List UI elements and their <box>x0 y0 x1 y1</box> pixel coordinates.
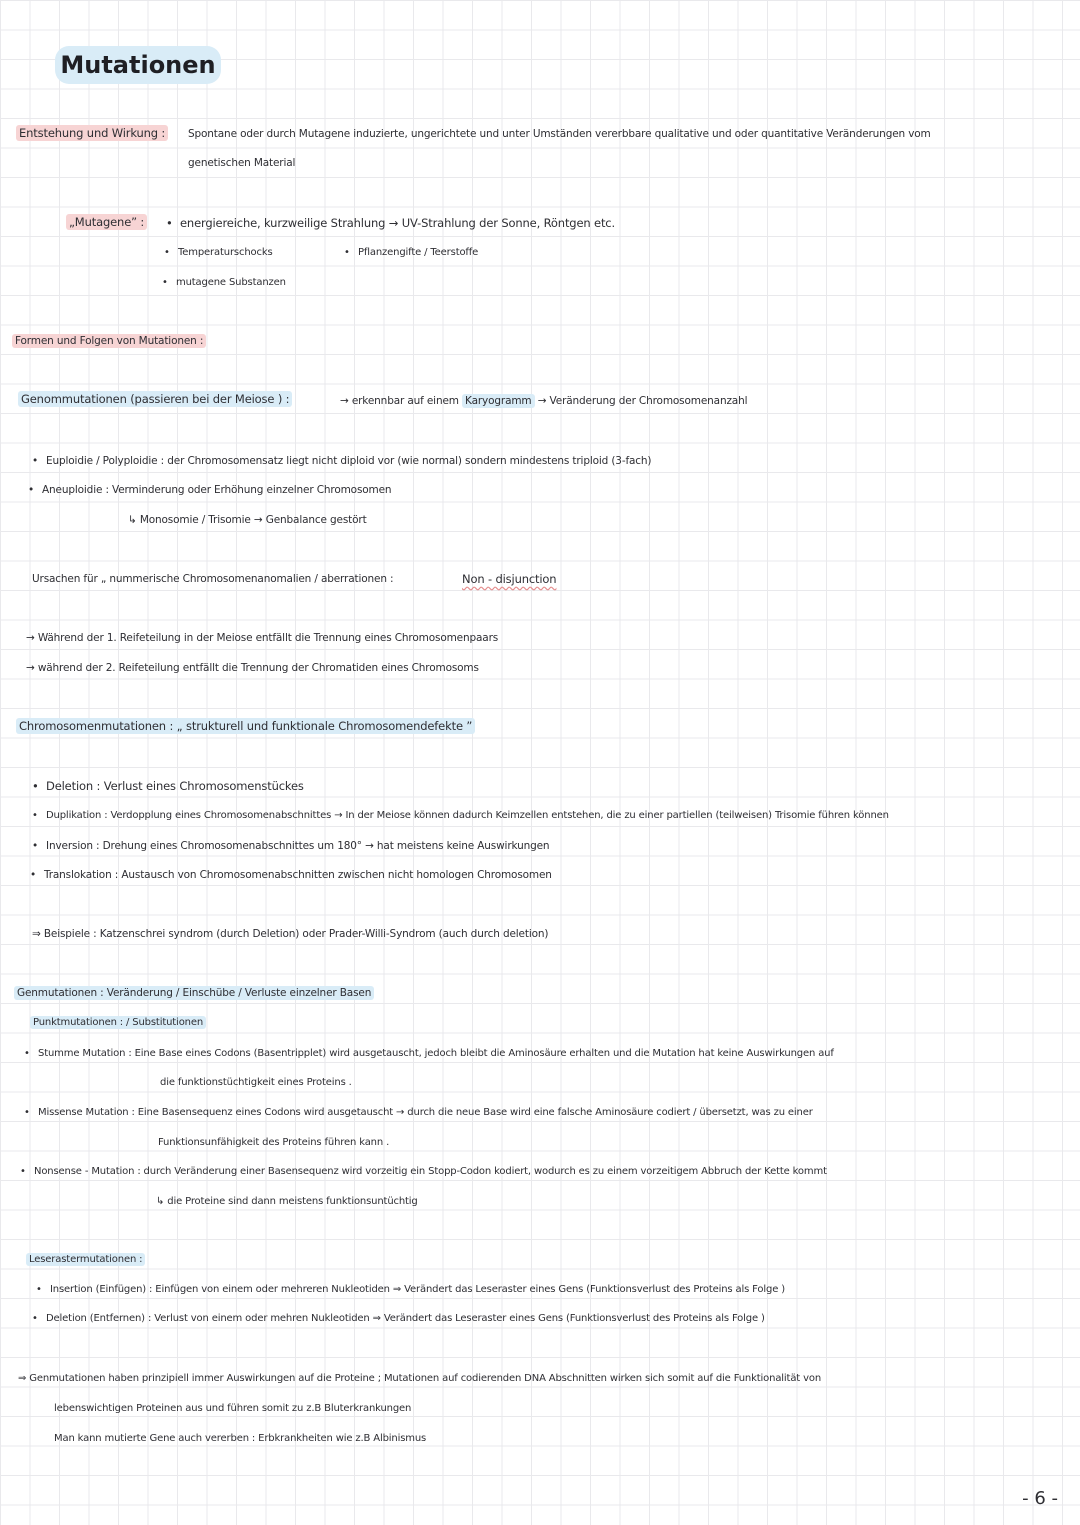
mutagene-item-1 <box>180 216 615 230</box>
stumme-mutation-line2: die funktionstüchtigkeit eines Proteins . <box>160 1077 352 1088</box>
entstehung-line2: genetischen Material <box>188 157 296 169</box>
punkt-row <box>30 1017 206 1028</box>
missense-mutation-line2: Funktionsunfähigkeit des Proteins führen kann . <box>158 1137 390 1148</box>
ursachen-label: Ursachen für „ nummerische Chromosomenanomalien / aberrationen : <box>32 573 394 585</box>
translokation-text: Translokation : Austausch von Chromosomenabschnitten zwischen nicht homologen Chromosomen <box>44 869 552 881</box>
gen-heading: Genmutationen : Veränderung / Einschübe / Verluste einzelner Basen <box>14 986 374 1000</box>
fazit-line3: Man kann mutierte Gene auch vererben : Erbkrankheiten wie z.B Albinismus <box>54 1433 427 1444</box>
non-disjunction <box>462 572 556 586</box>
inversion-item <box>46 840 549 852</box>
genom-row-right <box>340 395 747 407</box>
mutagene-item-4 <box>176 277 286 288</box>
missense-mutation-text: Missense Mutation : Eine Basensequenz eines Codons wird ausgetauscht → durch die neue Base wird eine falsche Aminosäure codiert / übersetzt, was zu einer <box>38 1107 813 1118</box>
euploidie-item <box>46 455 651 467</box>
entstehung-line1: Spontane oder durch Mutagene induzierte, ungerichtete und unter Umständen vererbbare qualitative und oder quantitative Veränderungen vom <box>188 128 931 140</box>
duplikation-item <box>46 810 889 821</box>
chromosom-heading-row <box>16 719 475 733</box>
nonsense-mutation-text: Nonsense - Mutation : durch Veränderung einer Basensequenz wird vorzeitig ein Stopp-Codon kodiert, wodurch es zu einem vorzeitigem Abbruch der Kette kommt <box>34 1166 827 1177</box>
missense-mutation-line1 <box>38 1107 813 1118</box>
genom-heading: Genommutationen (passieren bei der Meiose ) : <box>18 391 292 407</box>
formen-label <box>12 335 206 347</box>
mutagene-item-2-text: Temperaturschocks <box>178 247 273 258</box>
genom-heading-row <box>18 392 292 406</box>
deletion-item <box>46 779 304 793</box>
euploidie-text: Euploidie / Polyploidie : der Chromosomensatz liegt nicht diploid vor (wie normal) sondern mindestens triploid (3-fach) <box>46 455 652 467</box>
ursachen-reason-1: → Während der 1. Reifeteilung in der Meiose entfällt die Trennung eines Chromosomenpaars <box>26 632 499 644</box>
non-disjunction-text: Non - disjunction <box>462 572 557 586</box>
insertion-item <box>50 1284 785 1295</box>
duplikation-text: Duplikation : Verdopplung eines Chromosomenabschnittes → In der Meiose können dadurch Keimzellen entstehen, die zu einer partiellen (teilweisen) Trisomie führen können <box>46 810 889 821</box>
genom-arrow1: → erkennbar auf einem <box>340 395 459 407</box>
stumme-mutation-text: Stumme Mutation : Eine Base eines Codons (Basentripplet) wird ausgetauscht, jedoch bleibt die Aminosäure erhalten und die Mutation hat keine Auswirkungen auf <box>38 1048 834 1059</box>
translokation-item <box>44 869 552 881</box>
mutagene-item-3 <box>358 247 478 258</box>
chromosom-beispiele: ⇒ Beispiele : Katzenschrei syndrom (durch Deletion) oder Prader-Willi-Syndrom (auch durch deletion) <box>32 928 549 940</box>
nonsense-mutation-line1 <box>34 1166 827 1177</box>
page-title: Mutationen <box>55 46 221 84</box>
punkt-heading: Punktmutationen : / Substitutionen <box>30 1016 206 1029</box>
entstehung-heading: Entstehung und Wirkung : <box>16 125 168 141</box>
fazit-line1: ⇒ Genmutationen haben prinzipiell immer Auswirkungen auf die Proteine ; Mutationen auf codierenden DNA Abschnitten wirken sich somit auf die Funktionalität von <box>18 1373 822 1384</box>
fazit-line2: lebenswichtigen Proteinen aus und führen somit zu z.B Bluterkrankungen <box>54 1403 412 1414</box>
leseraster-heading: Leserastermutationen : <box>26 1253 145 1266</box>
mutagene-item-1-text: energiereiche, kurzweilige Strahlung → UV-Strahlung der Sonne, Röntgen etc. <box>180 216 615 230</box>
insertion-text: Insertion (Einfügen) : Einfügen von einem oder mehreren Nukleotiden ⇒ Verändert das Leseraster eines Gens (Funktionsverlust des Proteins als Folge ) <box>50 1284 786 1295</box>
mutagene-item-4-text: mutagene Substanzen <box>176 277 286 288</box>
monosomie-note: ↳ Monosomie / Trisomie → Genbalance gestört <box>128 514 367 526</box>
mutagene-label <box>66 215 147 229</box>
inversion-text: Inversion : Drehung eines Chromosomenabschnittes um 180° → hat meistens keine Auswirkungen <box>46 840 550 852</box>
chromosom-heading: Chromosomenmutationen : „ strukturell und funktionale Chromosomendefekte ” <box>16 718 475 734</box>
leseraster-deletion-text: Deletion (Entfernen) : Verlust von einem oder mehren Nukleotiden ⇒ Verändert das Leseraster eines Gens (Funktionsverlust des Proteins als Folge ) <box>46 1313 765 1324</box>
mutagene-item-2 <box>178 247 273 258</box>
karyogramm: Karyogramm <box>462 394 534 408</box>
genom-arrow2: → Veränderung der Chromosomenanzahl <box>537 395 748 407</box>
leseraster-deletion-item <box>46 1313 765 1324</box>
aneuploidie-item <box>42 484 391 496</box>
stumme-mutation-line1 <box>38 1048 834 1059</box>
nonsense-mutation-line2: ↳ die Proteine sind dann meistens funktionsuntüchtig <box>156 1196 418 1207</box>
aneuploidie-text: Aneuploidie : Verminderung oder Erhöhung einzelner Chromosomen <box>42 484 392 496</box>
entstehung-label <box>16 126 168 140</box>
deletion-text: Deletion : Verlust eines Chromosomenstückes <box>46 779 304 793</box>
page-number: - 6 - <box>1022 1488 1058 1509</box>
leseraster-row <box>26 1254 145 1265</box>
gen-heading-row <box>14 987 374 999</box>
mutagene-heading: „Mutagene” : <box>66 214 147 230</box>
mutagene-item-3-text: Pflanzengifte / Teerstoffe <box>358 247 479 258</box>
ursachen-reason-2: → während der 2. Reifeteilung entfällt die Trennung der Chromatiden eines Chromosoms <box>26 662 479 674</box>
formen-heading: Formen und Folgen von Mutationen : <box>12 334 206 348</box>
